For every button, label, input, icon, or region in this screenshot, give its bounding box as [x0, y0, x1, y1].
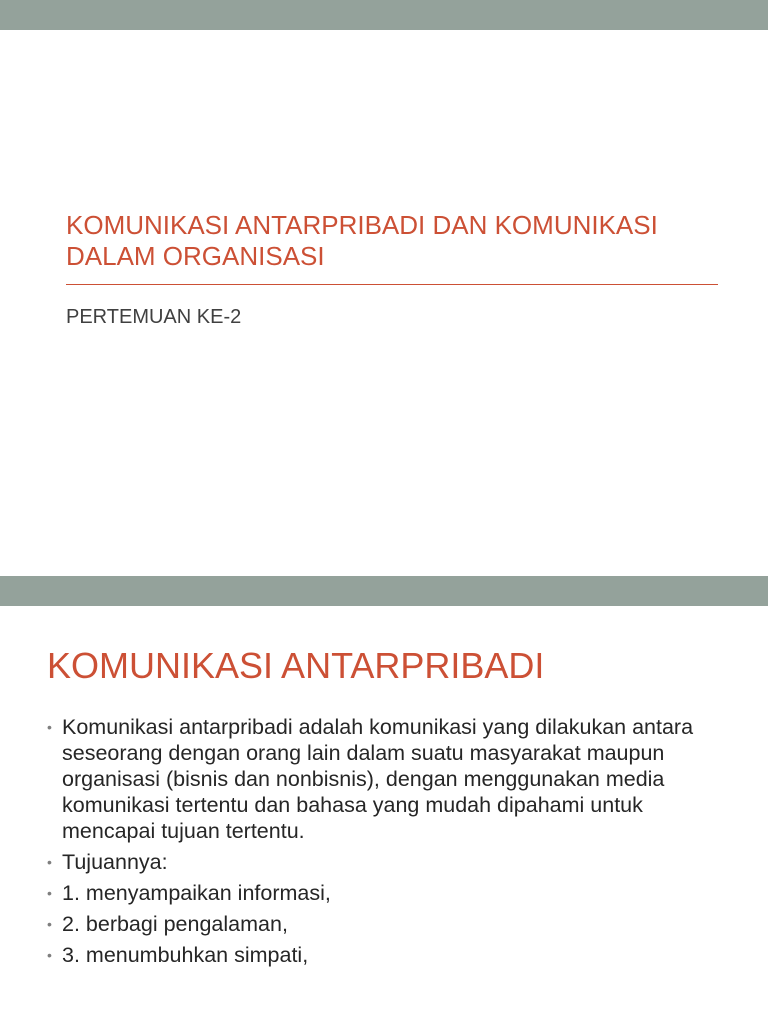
- bullet-dot-icon: •: [47, 719, 52, 735]
- bullet-dot-icon: •: [47, 947, 52, 963]
- bullet-dot-icon: •: [47, 854, 52, 870]
- bullet-item: [47, 849, 727, 875]
- bullet-item: [47, 714, 727, 844]
- slide-heading: KOMUNIKASI ANTARPRIBADI: [47, 645, 545, 686]
- slide-title: KOMUNIKASI ANTARPRIBADI DAN KOMUNIKASI DALAM ORGANISASI: [66, 210, 658, 271]
- bullet-item: [47, 911, 727, 937]
- bullet-dot-icon: •: [47, 916, 52, 932]
- bullet-item: [47, 880, 727, 906]
- bullet-item: [47, 942, 727, 968]
- bullet-text: Tujuannya:: [62, 850, 168, 874]
- title-divider: [66, 284, 718, 285]
- slide-subtitle: PERTEMUAN KE-2: [66, 306, 242, 328]
- bullet-text: 3. menumbuhkan simpati,: [62, 943, 309, 967]
- slide-top-bar: [0, 576, 768, 606]
- slide-top-bar: [0, 0, 768, 30]
- bullet-text: 1. menyampaikan informasi,: [62, 881, 331, 905]
- bullet-text: Komunikasi antarpribadi adalah komunikasi yang dilakukan antara seseorang dengan orang lain dalam suatu masyarakat maupun organisasi (bisnis dan nonbisnis), dengan menggunakan media komunikasi tertentu dan bahasa yang mudah dipahami untuk mencapai tujuan tertentu.: [62, 715, 694, 843]
- bullet-text: 2. berbagi pengalaman,: [62, 912, 288, 936]
- bullet-list: [47, 714, 727, 973]
- bullet-dot-icon: •: [47, 885, 52, 901]
- content-slide: [0, 576, 768, 1024]
